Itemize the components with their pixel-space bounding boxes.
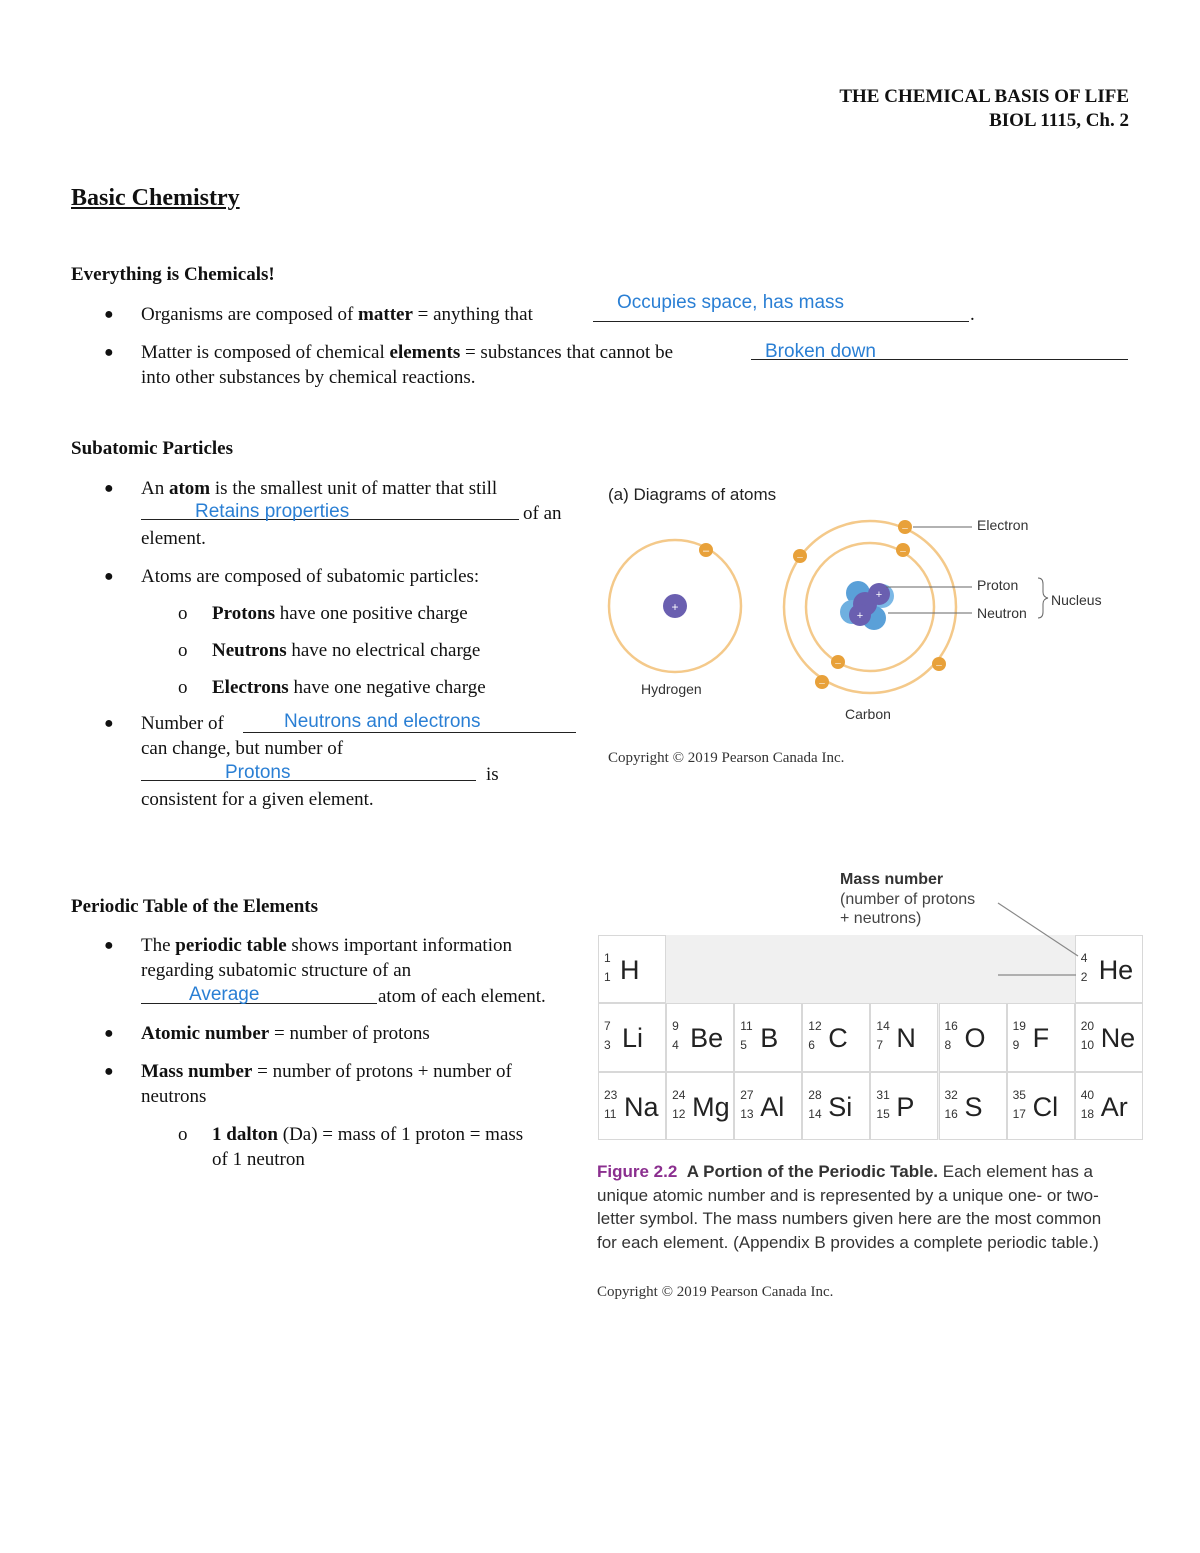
bullet-particles: Atoms are composed of subatomic particles:: [141, 566, 480, 587]
text: neutrons: [141, 1086, 207, 1107]
text: Matter is composed of chemical: [141, 342, 390, 363]
element-symbol: C: [828, 1023, 848, 1054]
text: atom of each element.: [378, 986, 546, 1007]
element-symbol: Cl: [1032, 1091, 1059, 1122]
mass-number: 24: [672, 1087, 686, 1102]
text: have one positive charge: [274, 603, 468, 624]
term-neutrons: Neutrons: [212, 640, 287, 661]
element-symbol: S: [964, 1091, 983, 1122]
mass-number-desc: (number of protons: [840, 891, 976, 908]
caption-text: for each element. (Appendix B provides a complete periodic table.): [597, 1232, 1099, 1252]
sub-bullet: o: [178, 1124, 188, 1145]
mass-number: 1: [604, 951, 611, 965]
atomic-number: 18: [1080, 1106, 1095, 1121]
bullet-atomic-number: [141, 1021, 430, 1046]
mass-number: 12: [808, 1019, 822, 1034]
answer-matter: Occupies space, has mass: [617, 292, 845, 313]
element-symbol: O: [964, 1023, 986, 1054]
bullet-elements-line2: into other substances by chemical reactions.: [141, 367, 476, 388]
answer-number-changes: Neutrons and electrons: [284, 711, 481, 732]
element-cell-s: [939, 1072, 1007, 1140]
mass-number: 16: [944, 1019, 958, 1034]
text: = substances that cannot be: [460, 342, 674, 363]
mass-number: 19: [1012, 1019, 1026, 1034]
element-symbol: Mg: [692, 1091, 730, 1122]
element-symbol: Al: [760, 1091, 785, 1122]
sub-bullet: o: [178, 603, 188, 624]
document-title: THE CHEMICAL BASIS OF LIFE: [839, 86, 1129, 107]
svg-text:–: –: [819, 677, 825, 689]
text: shows important information: [286, 935, 512, 956]
text: is the smallest unit of matter that still: [210, 478, 498, 499]
course-code: BIOL 1115, Ch. 2: [989, 110, 1129, 131]
element-cell-si: [802, 1072, 870, 1140]
periodic-figure-copyright: Copyright © 2019 Pearson Canada Inc.: [597, 1284, 834, 1300]
answer-elements: Broken down: [765, 341, 876, 362]
text: = anything that: [412, 304, 533, 325]
element-symbol: Na: [624, 1091, 659, 1122]
text: of 1 neutron: [212, 1149, 305, 1170]
sub-bullet-dalton: [212, 1122, 523, 1147]
mass-number: 14: [876, 1019, 890, 1034]
svg-text:+: +: [875, 589, 883, 601]
atomic-number: 1: [604, 970, 611, 984]
mass-number: 9: [672, 1019, 679, 1034]
element-symbol: Li: [622, 1023, 644, 1054]
bullet-atom: [141, 476, 497, 501]
bullet: ●: [104, 306, 114, 323]
mass-number: 28: [808, 1087, 822, 1102]
figure-caption: [597, 1160, 1157, 1254]
element-symbol: P: [896, 1091, 915, 1122]
section-heading-subatomic: Subatomic Particles: [71, 438, 234, 459]
text: have one negative charge: [288, 677, 486, 698]
label-electron: Electron: [977, 517, 1029, 533]
svg-text:–: –: [900, 545, 906, 557]
mass-number: 11: [740, 1019, 753, 1034]
caption-title: A Portion of the Periodic Table.: [686, 1162, 939, 1181]
bullet: ●: [104, 937, 114, 954]
atomic-number: 11: [604, 1106, 617, 1121]
bullet: ●: [104, 715, 114, 732]
text: regarding subatomic structure of an: [141, 960, 412, 981]
sub-bullet: o: [178, 640, 188, 661]
term-elements: elements: [389, 342, 461, 363]
element-symbol: H: [620, 955, 640, 985]
element-cell-be: [666, 1003, 734, 1071]
element-cell-ar: [1075, 1072, 1143, 1140]
answer-average: Average: [189, 984, 260, 1005]
period: .: [970, 304, 975, 325]
bullet: ●: [104, 1025, 114, 1042]
bullet-elements: [141, 340, 673, 365]
mass-number: 35: [1012, 1087, 1026, 1102]
element-symbol: Be: [690, 1023, 724, 1054]
element-cell-mg: [666, 1072, 734, 1140]
atomic-number: 7: [876, 1038, 884, 1053]
element-symbol: F: [1032, 1023, 1050, 1054]
sub-bullet-neutrons: [212, 638, 480, 663]
atomic-number: 13: [740, 1106, 754, 1121]
element-cell-li: [598, 1003, 666, 1071]
element-cell-h: [598, 935, 666, 1003]
atomic-number: 2: [1080, 970, 1088, 984]
element-symbol: He: [1098, 955, 1134, 985]
atomic-number: 12: [672, 1106, 686, 1121]
mass-number-desc: + neutrons): [840, 910, 922, 927]
atomic-number: 3: [604, 1038, 611, 1053]
element-symbol: B: [760, 1023, 779, 1054]
element-cell-f: [1007, 1003, 1075, 1071]
svg-text:–: –: [902, 522, 908, 534]
element-cell-o: [939, 1003, 1007, 1071]
bullet: ●: [104, 344, 114, 361]
svg-text:+: +: [671, 600, 679, 614]
text: is: [486, 764, 499, 785]
text: = number of protons + number of: [252, 1061, 512, 1082]
element-cell-al: [734, 1072, 802, 1140]
atom-figure-title: (a) Diagrams of atoms: [608, 485, 777, 504]
mass-number: 23: [604, 1087, 618, 1102]
svg-text:+: +: [856, 610, 864, 622]
bullet: ●: [104, 1063, 114, 1080]
atomic-number: 14: [808, 1106, 822, 1121]
text: (Da) = mass of 1 proton = mass: [278, 1124, 524, 1145]
svg-text:–: –: [797, 551, 803, 563]
callout-lines: [990, 895, 1090, 985]
element-cell-ne: [1075, 1003, 1143, 1071]
term-protons: Protons: [212, 603, 275, 624]
bullet-matter: [141, 302, 533, 327]
term-atomic-number: Atomic number: [141, 1023, 270, 1044]
svg-text:–: –: [702, 545, 710, 557]
text: Number of: [141, 713, 224, 734]
element-cell-na: [598, 1072, 666, 1140]
label-proton: Proton: [977, 577, 1019, 593]
label-carbon: Carbon: [845, 706, 891, 722]
element-symbol: Ar: [1100, 1091, 1128, 1122]
bullet-mass-number: [141, 1059, 512, 1084]
atom-figure-copyright: Copyright © 2019 Pearson Canada Inc.: [608, 750, 845, 766]
text: Organisms are composed of: [141, 304, 359, 325]
sub-bullet-electrons: [212, 675, 486, 700]
svg-text:–: –: [936, 659, 942, 671]
blank-line: [141, 780, 476, 781]
atomic-number: 6: [808, 1038, 815, 1053]
atomic-number: 5: [740, 1038, 747, 1053]
mass-number: 20: [1080, 1019, 1095, 1034]
carbon-nucleus: [840, 581, 894, 630]
bullet-periodic-table: [141, 933, 512, 958]
label-hydrogen: Hydrogen: [641, 681, 702, 697]
atomic-number: 4: [672, 1038, 679, 1053]
sub-bullet: o: [178, 677, 188, 698]
term-electrons: Electrons: [212, 677, 289, 698]
mass-number: 32: [944, 1087, 958, 1102]
mass-number: 7: [604, 1019, 611, 1034]
term-atom: atom: [168, 478, 211, 499]
document-header: [839, 85, 1129, 133]
section-heading-chemicals: Everything is Chemicals!: [71, 264, 275, 285]
atomic-number: 10: [1080, 1038, 1095, 1053]
mass-number: 31: [876, 1087, 890, 1102]
caption-text: Each element has a: [938, 1162, 1093, 1181]
svg-text:–: –: [835, 657, 841, 669]
answer-atom: Retains properties: [195, 501, 350, 522]
text: element.: [141, 528, 206, 549]
element-cell-n: [870, 1003, 938, 1071]
atomic-number: 15: [876, 1106, 890, 1121]
mass-number: 27: [740, 1087, 754, 1102]
bullet: ●: [104, 568, 114, 585]
text: = number of protons: [269, 1023, 430, 1044]
label-nucleus: Nucleus: [1051, 592, 1102, 608]
element-symbol: Si: [828, 1091, 853, 1122]
mass-number: 40: [1080, 1087, 1095, 1102]
text: The: [141, 935, 176, 956]
caption-label: Figure 2.2: [597, 1162, 678, 1181]
text: consistent for a given element.: [141, 789, 374, 810]
text: can change, but number of: [141, 738, 344, 759]
answer-number-constant: Protons: [225, 762, 291, 783]
element-symbol: N: [896, 1023, 916, 1054]
atomic-number: 16: [944, 1106, 958, 1121]
page-title: Basic Chemistry: [71, 185, 240, 211]
mass-number-title: Mass number: [840, 871, 944, 888]
term-matter: matter: [358, 304, 413, 325]
caption-text: letter symbol. The mass numbers given here are the most common: [597, 1209, 1102, 1228]
atomic-number: 9: [1012, 1038, 1020, 1053]
sub-bullet-protons: [212, 601, 468, 626]
element-cell-b: [734, 1003, 802, 1071]
term-dalton: 1 dalton: [212, 1124, 278, 1145]
atomic-number: 17: [1012, 1106, 1026, 1121]
caption-text: unique atomic number and is represented by a unique one- or two-: [597, 1185, 1099, 1205]
mass-number: 4: [1080, 951, 1088, 965]
element-cell-cl: [1007, 1072, 1075, 1140]
text: have no electrical charge: [286, 640, 481, 661]
atomic-number: 8: [944, 1038, 952, 1053]
blank-line: [593, 321, 969, 322]
section-heading-periodic: Periodic Table of the Elements: [71, 896, 318, 917]
term-periodic-table: periodic table: [175, 935, 287, 956]
term-mass-number: Mass number: [141, 1061, 253, 1082]
element-cell-p: [870, 1072, 938, 1140]
element-symbol: Ne: [1100, 1023, 1136, 1054]
label-neutron: Neutron: [977, 605, 1027, 621]
element-cell-c: [802, 1003, 870, 1071]
bullet: ●: [104, 480, 114, 497]
text: of an: [523, 503, 562, 524]
text: An: [141, 478, 169, 499]
